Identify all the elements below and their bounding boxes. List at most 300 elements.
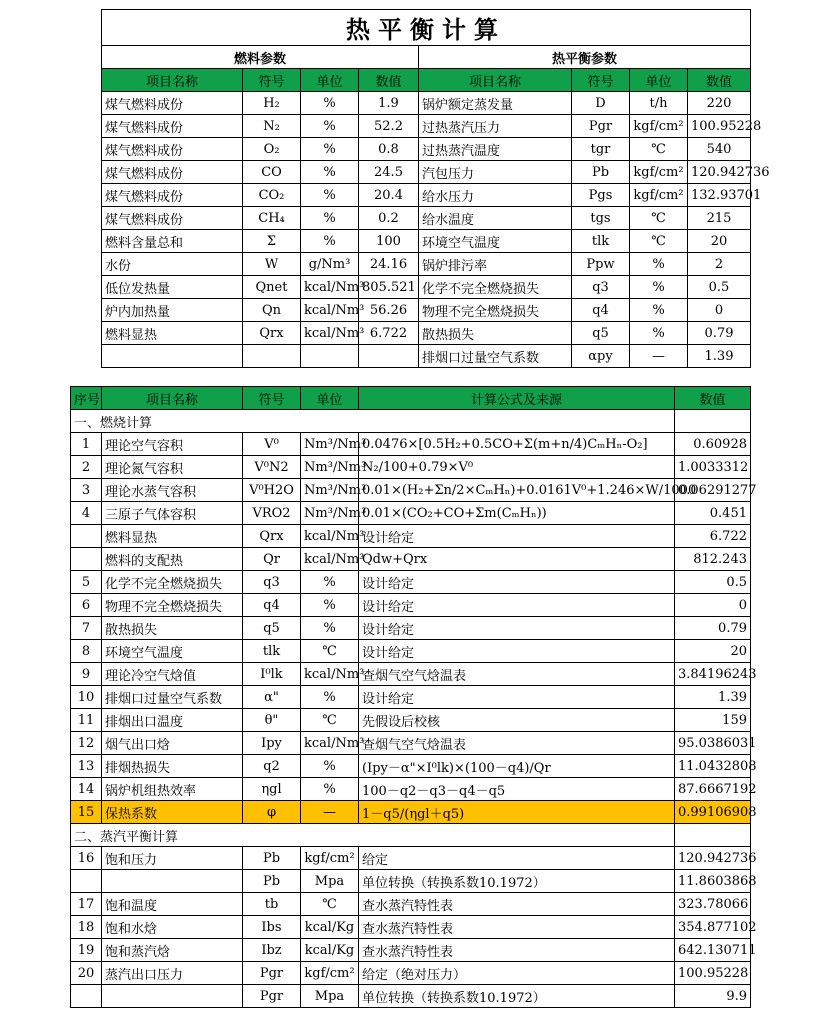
unit: % [301,686,359,709]
balance-value-cell: 2 [688,253,751,276]
balance-value-cell: 220 [688,92,751,115]
formula: 设计给定 [359,525,675,548]
formula: 设计给定 [359,617,675,640]
calc-row [71,525,751,548]
fuel-symbol-cell: O₂ [243,138,301,161]
value: 11.8603868 [675,870,751,893]
symbol: q5 [243,617,301,640]
unit: — [301,801,359,824]
calc-row [71,778,751,801]
formula: 给定（绝对压力） [359,962,675,985]
row-number: 1 [71,433,102,456]
balance-unit-cell: t/h [630,92,688,115]
calc-row [71,548,751,571]
parameter-row [102,138,751,161]
unit: ℃ [301,893,359,916]
value: 642.130711 [675,939,751,962]
header-cell: 数值 [688,69,751,92]
symbol: φ [243,801,301,824]
item-name: 排烟出口温度 [102,709,243,732]
unit: kcal/Kg [301,939,359,962]
row-number: 7 [71,617,102,640]
fuel-value-cell [359,345,419,368]
formula: 查水蒸汽特性表 [359,893,675,916]
value: 0.06291277 [675,479,751,502]
unit: ℃ [301,640,359,663]
row-number: 15 [71,801,102,824]
row-number: 14 [71,778,102,801]
fuel-name-cell: 炉内加热量 [102,299,243,322]
unit: Nm³/Nm³ [301,433,359,456]
fuel-name-cell: 煤气燃料成份 [102,92,243,115]
balance-value-cell: 100.95228 [688,115,751,138]
symbol: Qr [243,548,301,571]
fuel-symbol-cell: Qn [243,299,301,322]
fuel-unit-cell: % [301,230,359,253]
formula: 0.01×(H₂+Σn/2×CₘHₙ)+0.0161V⁰+1.246×W/1000 [359,479,675,502]
symbol: α" [243,686,301,709]
item-name: 排烟口过量空气系数 [102,686,243,709]
symbol: I⁰lk [243,663,301,686]
formula: 给定 [359,847,675,870]
row-number: 5 [71,571,102,594]
fuel-symbol-cell: N₂ [243,115,301,138]
fuel-value-cell: 24.5 [359,161,419,184]
item-name: 保热系数 [102,801,243,824]
fuel-unit-cell: % [301,184,359,207]
balance-name-cell: 汽包压力 [419,161,572,184]
balance-unit-cell: ℃ [630,230,688,253]
fuel-unit-cell: % [301,207,359,230]
row-number: 19 [71,939,102,962]
fuel-unit-cell: kcal/Nm³ [301,322,359,345]
formula: 先假设后校核 [359,709,675,732]
header-cell: 单位 [301,69,359,92]
row-number [71,870,102,893]
header-cell: 符号 [572,69,630,92]
fuel-unit-cell: % [301,138,359,161]
symbol: Pgr [243,985,301,1008]
calc-row [71,456,751,479]
parameter-row [102,276,751,299]
item-name: 理论空气容积 [102,433,243,456]
balance-value-cell: 120.942736 [688,161,751,184]
item-name: 燃料的支配热 [102,548,243,571]
value: 1.39 [675,686,751,709]
item-name: 化学不完全燃烧损失 [102,571,243,594]
row-number: 13 [71,755,102,778]
parameter-row [102,115,751,138]
item-name: 蒸汽出口压力 [102,962,243,985]
unit: kcal/Nm³ [301,548,359,571]
fuel-value-cell: 0.8 [359,138,419,161]
row-number [71,985,102,1008]
parameter-row [102,253,751,276]
balance-unit-cell: % [630,322,688,345]
item-name [102,985,243,1008]
parameter-row [102,299,751,322]
balance-unit-cell: % [630,253,688,276]
balance-symbol-cell: Pgs [572,184,630,207]
symbol: V⁰ [243,433,301,456]
calc-row [71,433,751,456]
value: 87.6667192 [675,778,751,801]
balance-symbol-cell: tgs [572,207,630,230]
symbol: Pb [243,847,301,870]
unit: Mpa [301,985,359,1008]
fuel-value-cell: 805.521 [359,276,419,299]
symbol: q4 [243,594,301,617]
balance-unit-cell: kgf/cm² [630,161,688,184]
item-name: 饱和温度 [102,893,243,916]
formula: 设计给定 [359,594,675,617]
parameters-table [101,9,770,368]
item-name: 排烟热损失 [102,755,243,778]
balance-value-cell: 132.93701 [688,184,751,207]
item-name: 锅炉机组热效率 [102,778,243,801]
formula: 查水蒸汽特性表 [359,939,675,962]
value: 1.0033312 [675,456,751,479]
calc-row [71,962,751,985]
row-number: 4 [71,502,102,525]
calc-header-row [71,387,751,410]
symbol: VRO2 [243,502,301,525]
symbol: Ibs [243,916,301,939]
fuel-symbol-cell [243,345,301,368]
fuel-value-cell: 0.2 [359,207,419,230]
item-name: 理论水蒸气容积 [102,479,243,502]
fuel-value-cell: 24.16 [359,253,419,276]
unit: kcal/Kg [301,916,359,939]
fuel-name-cell: 煤气燃料成份 [102,161,243,184]
fuel-unit-cell [301,345,359,368]
value: 159 [675,709,751,732]
symbol: ηgl [243,778,301,801]
value: 0.79 [675,617,751,640]
fuel-value-cell: 6.722 [359,322,419,345]
formula: 设计给定 [359,686,675,709]
formula: (Ipy－α"×I⁰lk)×(100－q4)/Qr [359,755,675,778]
calc-row [71,939,751,962]
row-number: 3 [71,479,102,502]
row-number: 11 [71,709,102,732]
value: 20 [675,640,751,663]
balance-name-cell: 物理不完全燃烧损失 [419,299,572,322]
balance-value-cell: 215 [688,207,751,230]
value: 0.99106908 [675,801,751,824]
unit: Mpa [301,870,359,893]
header-cell: 序号 [71,387,102,410]
calc-row [71,985,751,1008]
fuel-name-cell: 燃料显热 [102,322,243,345]
formula: 100－q2－q3－q4－q5 [359,778,675,801]
value: 323.78066 [675,893,751,916]
fuel-value-cell: 100 [359,230,419,253]
header-cell: 项目名称 [102,69,243,92]
item-name: 物理不完全燃烧损失 [102,594,243,617]
parameter-row [102,161,751,184]
balance-unit-cell: ℃ [630,138,688,161]
value: 354.877102 [675,916,751,939]
page-title: 热平衡计算 [102,10,751,46]
item-name: 理论冷空气焓值 [102,663,243,686]
balance-symbol-cell: q5 [572,322,630,345]
calc-row [71,663,751,686]
unit: Nm³/Nm³ [301,479,359,502]
header-cell: 数值 [675,387,751,410]
symbol: Pb [243,870,301,893]
parameter-row [102,322,751,345]
fuel-symbol-cell: Qrx [243,322,301,345]
symbol: V⁰H2O [243,479,301,502]
parameter-row [102,207,751,230]
symbol: tlk [243,640,301,663]
unit: kgf/cm² [301,962,359,985]
fuel-name-cell: 低位发热量 [102,276,243,299]
symbol: Ipy [243,732,301,755]
value: 9.9 [675,985,751,1008]
header-cell: 单位 [630,69,688,92]
unit: kgf/cm² [301,847,359,870]
fuel-symbol-cell: CH₄ [243,207,301,230]
balance-symbol-cell: q3 [572,276,630,299]
unit: % [301,594,359,617]
row-number: 9 [71,663,102,686]
fuel-unit-cell: % [301,161,359,184]
item-name: 三原子气体容积 [102,502,243,525]
balance-name-cell: 过热蒸汽温度 [419,138,572,161]
header-cell: 符号 [243,69,301,92]
fuel-value-cell: 20.4 [359,184,419,207]
value: 0 [675,594,751,617]
section-row [71,824,751,847]
balance-value-cell: 1.39 [688,345,751,368]
header-cell: 数值 [359,69,419,92]
fuel-name-cell: 煤气燃料成份 [102,184,243,207]
item-name: 饱和蒸汽焓 [102,939,243,962]
formula: Qdw+Qrx [359,548,675,571]
fuel-name-cell: 燃料含量总和 [102,230,243,253]
calculation-table [70,386,757,1008]
balance-value-cell: 0.5 [688,276,751,299]
parameter-row [102,345,751,368]
symbol: tb [243,893,301,916]
fuel-value-cell: 56.26 [359,299,419,322]
balance-name-cell: 排烟口过量空气系数 [419,345,572,368]
value: 95.0386031 [675,732,751,755]
unit: % [301,755,359,778]
item-name: 环境空气温度 [102,640,243,663]
row-number: 8 [71,640,102,663]
item-name [102,870,243,893]
value: 6.722 [675,525,751,548]
balance-symbol-cell: Pgr [572,115,630,138]
unit: kcal/Nm³ [301,663,359,686]
fuel-symbol-cell: Σ [243,230,301,253]
value: 0.5 [675,571,751,594]
header-cell: 项目名称 [419,69,572,92]
unit: Nm³/Nm³ [301,502,359,525]
value: 812.243 [675,548,751,571]
formula: 查烟气空气焓温表 [359,732,675,755]
fuel-symbol-cell: CO [243,161,301,184]
balance-name-cell: 散热损失 [419,322,572,345]
balance-symbol-cell: tlk [572,230,630,253]
symbol: q3 [243,571,301,594]
fuel-symbol-cell: CO₂ [243,184,301,207]
symbol: Pgr [243,962,301,985]
row-number: 2 [71,456,102,479]
section-row [71,410,751,433]
fuel-name-cell [102,345,243,368]
balance-symbol-cell: Ppw [572,253,630,276]
fuel-name-cell: 煤气燃料成份 [102,207,243,230]
header-cell: 符号 [243,387,301,410]
balance-unit-cell: — [630,345,688,368]
unit: kcal/Nm³ [301,732,359,755]
symbol: V⁰N2 [243,456,301,479]
formula: N₂/100+0.79×V⁰ [359,456,675,479]
fuel-unit-cell: g/Nm³ [301,253,359,276]
calc-row [71,870,751,893]
formula: 单位转换（转换系数10.1972） [359,870,675,893]
item-name: 理论氮气容积 [102,456,243,479]
value: 3.84196243 [675,663,751,686]
row-number: 10 [71,686,102,709]
row-number [71,525,102,548]
header-cell: 项目名称 [102,387,243,410]
symbol: q2 [243,755,301,778]
unit: ℃ [301,709,359,732]
calc-row [71,571,751,594]
symbol: θ" [243,709,301,732]
fuel-unit-cell: % [301,115,359,138]
row-number: 17 [71,893,102,916]
parameter-row [102,92,751,115]
balance-value-cell: 0 [688,299,751,322]
parameter-row [102,230,751,253]
balance-value-cell: 540 [688,138,751,161]
balance-name-cell: 给水压力 [419,184,572,207]
value: 0.451 [675,502,751,525]
unit: kcal/Nm³ [301,525,359,548]
fuel-name-cell: 煤气燃料成份 [102,115,243,138]
calc-row [71,502,751,525]
fuel-name-cell: 水份 [102,253,243,276]
formula: 1－q5/(ηgl＋q5) [359,801,675,824]
value: 11.0432808 [675,755,751,778]
item-name: 饱和压力 [102,847,243,870]
unit: Nm³/Nm³ [301,456,359,479]
row-number: 18 [71,916,102,939]
fuel-value-cell: 52.2 [359,115,419,138]
balance-symbol-cell: q4 [572,299,630,322]
balance-unit-cell: % [630,299,688,322]
balance-name-cell: 环境空气温度 [419,230,572,253]
parameters-header-row [102,69,751,92]
calc-row [71,686,751,709]
item-name: 燃料显热 [102,525,243,548]
balance-unit-cell: % [630,276,688,299]
fuel-symbol-cell: Qnet [243,276,301,299]
balance-heading: 热平衡参数 [419,46,751,69]
unit: % [301,617,359,640]
formula: 查水蒸汽特性表 [359,916,675,939]
fuel-name-cell: 煤气燃料成份 [102,138,243,161]
calc-row [71,847,751,870]
formula: 单位转换（转换系数10.1972） [359,985,675,1008]
calc-row [71,479,751,502]
parameter-row [102,184,751,207]
symbol: Ibz [243,939,301,962]
balance-name-cell: 过热蒸汽压力 [419,115,572,138]
balance-value-cell: 20 [688,230,751,253]
balance-name-cell: 化学不完全燃烧损失 [419,276,572,299]
fuel-unit-cell: kcal/Nm³ [301,299,359,322]
balance-name-cell: 给水温度 [419,207,572,230]
header-cell: 计算公式及来源 [359,387,675,410]
item-name: 散热损失 [102,617,243,640]
calc-row [71,893,751,916]
formula: 设计给定 [359,571,675,594]
formula: 查烟气空气焓温表 [359,663,675,686]
balance-symbol-cell: D [572,92,630,115]
section-title: 二、蒸汽平衡计算 [71,824,675,847]
row-number: 20 [71,962,102,985]
unit: % [301,778,359,801]
header-cell: 单位 [301,387,359,410]
balance-value-cell: 0.79 [688,322,751,345]
item-name: 饱和水焓 [102,916,243,939]
fuel-symbol-cell: H₂ [243,92,301,115]
value: 0.60928 [675,433,751,456]
value: 100.95228 [675,962,751,985]
balance-symbol-cell: αpy [572,345,630,368]
item-name: 烟气出口焓 [102,732,243,755]
calc-row [71,617,751,640]
balance-symbol-cell: Pb [572,161,630,184]
formula: 0.01×(CO₂+CO+Σm(CₘHₙ)) [359,502,675,525]
balance-symbol-cell: tgr [572,138,630,161]
section-title: 一、燃烧计算 [71,410,675,433]
balance-unit-cell: kgf/cm² [630,115,688,138]
calc-row [71,709,751,732]
value: 120.942736 [675,847,751,870]
unit: % [301,571,359,594]
fuel-value-cell: 1.9 [359,92,419,115]
symbol: Qrx [243,525,301,548]
calc-row [71,801,751,824]
calc-row [71,594,751,617]
calc-row [71,916,751,939]
fuel-unit-cell: kcal/Nm³ [301,276,359,299]
formula: 设计给定 [359,640,675,663]
row-number: 12 [71,732,102,755]
fuel-heading: 燃料参数 [102,46,419,69]
fuel-unit-cell: % [301,92,359,115]
row-number: 16 [71,847,102,870]
row-number [71,548,102,571]
calc-row [71,732,751,755]
balance-name-cell: 锅炉排污率 [419,253,572,276]
fuel-symbol-cell: W [243,253,301,276]
balance-unit-cell: kgf/cm² [630,184,688,207]
formula: 0.0476×[0.5H₂+0.5CO+Σ(m+n/4)CₘHₙ-O₂] [359,433,675,456]
row-number: 6 [71,594,102,617]
balance-name-cell: 锅炉额定蒸发量 [419,92,572,115]
balance-unit-cell: ℃ [630,207,688,230]
calc-row [71,640,751,663]
